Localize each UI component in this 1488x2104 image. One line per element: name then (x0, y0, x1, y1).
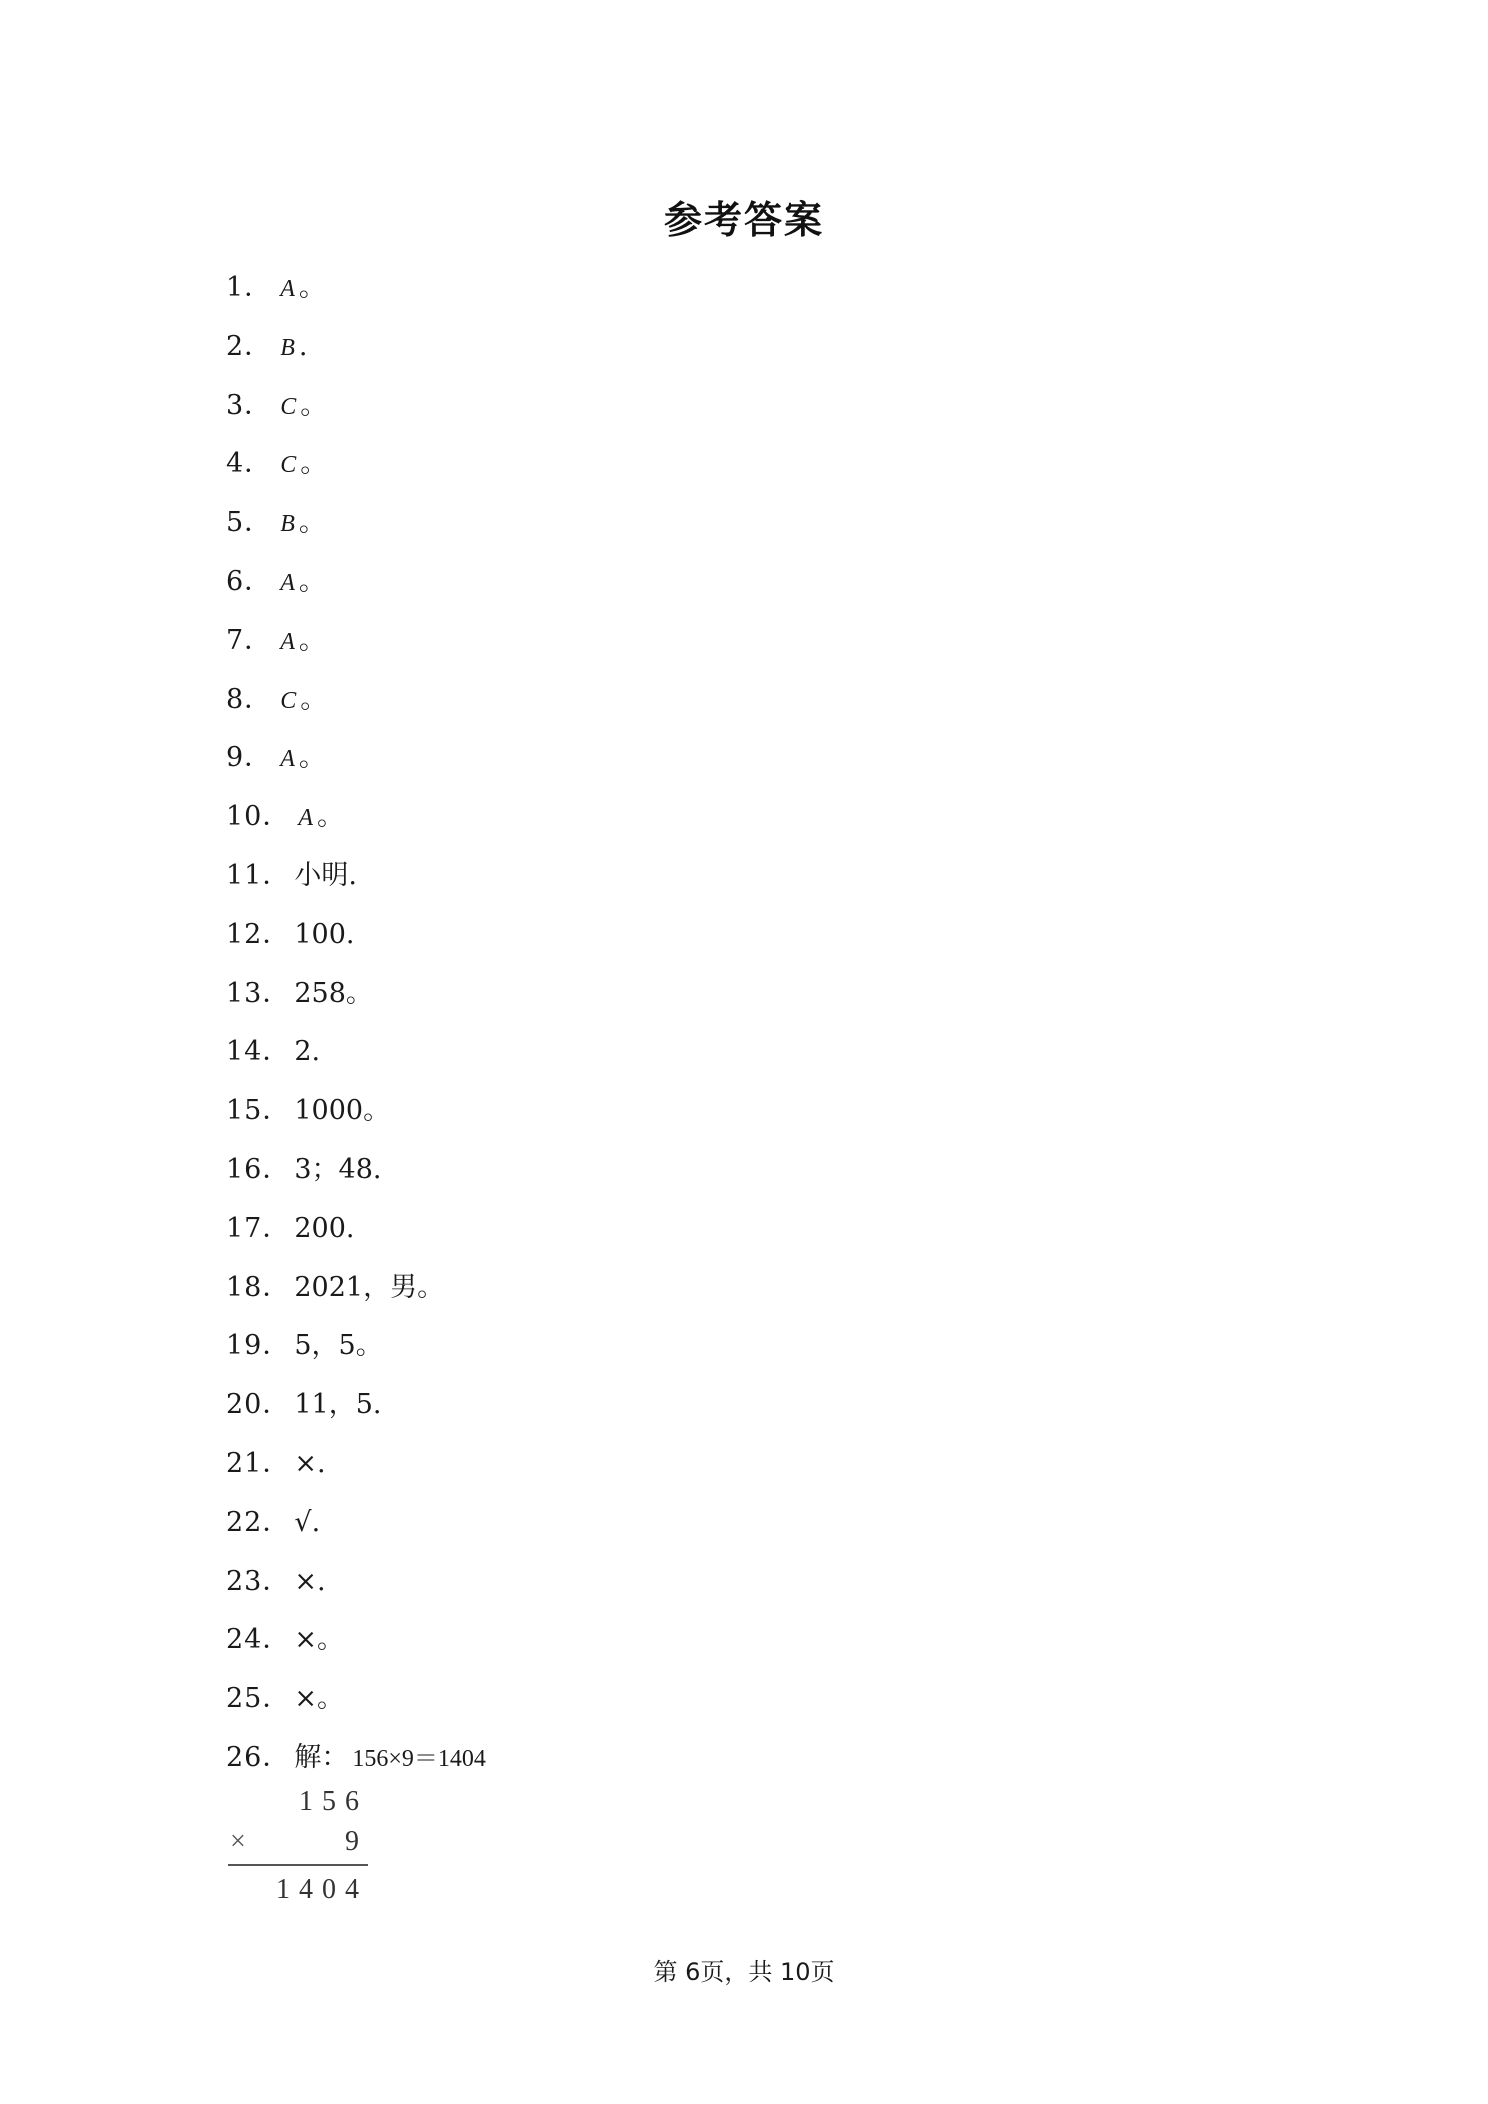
answer-number: 1． (226, 272, 273, 303)
answer-punctuation: 。 (298, 272, 326, 303)
answer-item (226, 797, 486, 856)
answer-number: 8． (226, 683, 273, 715)
answer-number: 12． (226, 918, 291, 950)
answer-punctuation: 。 (298, 742, 326, 774)
answer-choice: A (280, 746, 295, 773)
answer-item (226, 680, 486, 739)
answer-text: 200. (294, 1212, 355, 1244)
answer-item (226, 1620, 486, 1679)
answer-text: 11，5. (294, 1389, 382, 1421)
answer-formula: 156×9＝1404 (352, 1745, 486, 1772)
calc-multiplier-row (228, 1822, 368, 1862)
answer-number: 11． (226, 859, 291, 891)
answer-text: 小明. (294, 859, 357, 891)
answer-number: 20． (226, 1389, 291, 1421)
answer-choice: A (280, 569, 295, 596)
calc-multiplicand: 156 (299, 1786, 368, 1817)
answer-item (226, 1326, 486, 1385)
answer-number: 13． (226, 977, 291, 1009)
answer-item (226, 1385, 486, 1444)
answer-text: 2021，男。 (294, 1271, 445, 1303)
answer-number: 22． (226, 1506, 291, 1538)
answer-text: 258。 (294, 977, 373, 1009)
answer-item (226, 915, 486, 974)
answer-item (226, 1562, 486, 1621)
answer-text: 3；48. (294, 1153, 382, 1185)
answer-number: 2． (226, 330, 273, 362)
answer-item (226, 268, 486, 327)
answer-choice: A (280, 628, 295, 655)
answer-number: 3． (226, 389, 273, 421)
answer-text: 100. (294, 918, 355, 950)
answer-list (226, 268, 486, 1797)
answer-number: 17． (226, 1212, 291, 1244)
times-sign: × (230, 1826, 246, 1857)
answer-number: 19． (226, 1330, 291, 1362)
answer-number: 14． (226, 1036, 291, 1068)
answer-punctuation: 。 (300, 683, 328, 715)
answer-punctuation: . (298, 330, 308, 362)
answer-punctuation: 。 (298, 507, 326, 539)
answer-punctuation: 。 (300, 389, 328, 421)
answer-item (226, 621, 486, 680)
page-footer: 第 6页，共 10页 (653, 1958, 835, 1986)
answer-choice: A (298, 805, 314, 832)
answer-punctuation: 。 (298, 624, 326, 656)
answer-choice: C (280, 452, 297, 479)
calc-divider-line (228, 1864, 368, 1866)
answer-text: ×。 (294, 1624, 344, 1656)
answer-number: 5． (226, 507, 273, 539)
answer-item (226, 1679, 486, 1738)
answer-number: 23． (226, 1565, 291, 1597)
answer-number: 4． (226, 448, 273, 480)
answer-item (226, 974, 486, 1033)
answer-punctuation: 。 (300, 448, 328, 480)
answer-number: 7． (226, 624, 273, 656)
answer-number: 15． (226, 1095, 291, 1127)
answer-number: 21． (226, 1447, 291, 1479)
answer-text: 5，5。 (294, 1330, 383, 1362)
answer-number: 10． (226, 801, 291, 833)
answer-item (226, 562, 486, 621)
answer-text: ×. (294, 1447, 326, 1479)
calc-multiplier: 9 (345, 1826, 368, 1857)
vertical-multiplication (228, 1782, 368, 1910)
answer-item (226, 1503, 486, 1562)
answer-item (226, 503, 486, 562)
answer-choice: B (280, 511, 295, 538)
answer-item (226, 1150, 486, 1209)
answer-number: 9． (226, 742, 273, 774)
answer-punctuation: 。 (298, 565, 326, 597)
answer-text: 1000。 (294, 1095, 391, 1127)
answer-item (226, 1268, 486, 1327)
answer-item (226, 1032, 486, 1091)
answer-number: 6． (226, 565, 273, 597)
answer-punctuation: 。 (317, 801, 345, 833)
answer-choice: C (280, 687, 297, 714)
answer-text: 解： (294, 1741, 349, 1773)
answer-text: ×. (294, 1565, 326, 1597)
answer-choice: A (280, 276, 295, 302)
answer-text: √. (294, 1506, 321, 1538)
answer-number: 26． (226, 1741, 291, 1773)
page-title: 参考答案 (663, 198, 824, 242)
calc-product: 1404 (276, 1874, 368, 1905)
answer-item (226, 1091, 486, 1150)
answer-item (226, 1209, 486, 1268)
answer-item (226, 444, 486, 503)
answer-item (226, 738, 486, 797)
answer-item (226, 1444, 486, 1503)
answer-text: 2. (294, 1036, 321, 1068)
answer-choice: B (280, 334, 295, 361)
answer-number: 24． (226, 1624, 291, 1656)
answer-choice: C (280, 393, 297, 420)
answer-number: 25． (226, 1683, 291, 1715)
answer-number: 16． (226, 1153, 291, 1185)
answer-item (226, 856, 486, 915)
answer-number: 18． (226, 1271, 291, 1303)
answer-text: ×。 (294, 1683, 344, 1715)
answer-item (226, 386, 486, 445)
answer-item (226, 327, 486, 386)
